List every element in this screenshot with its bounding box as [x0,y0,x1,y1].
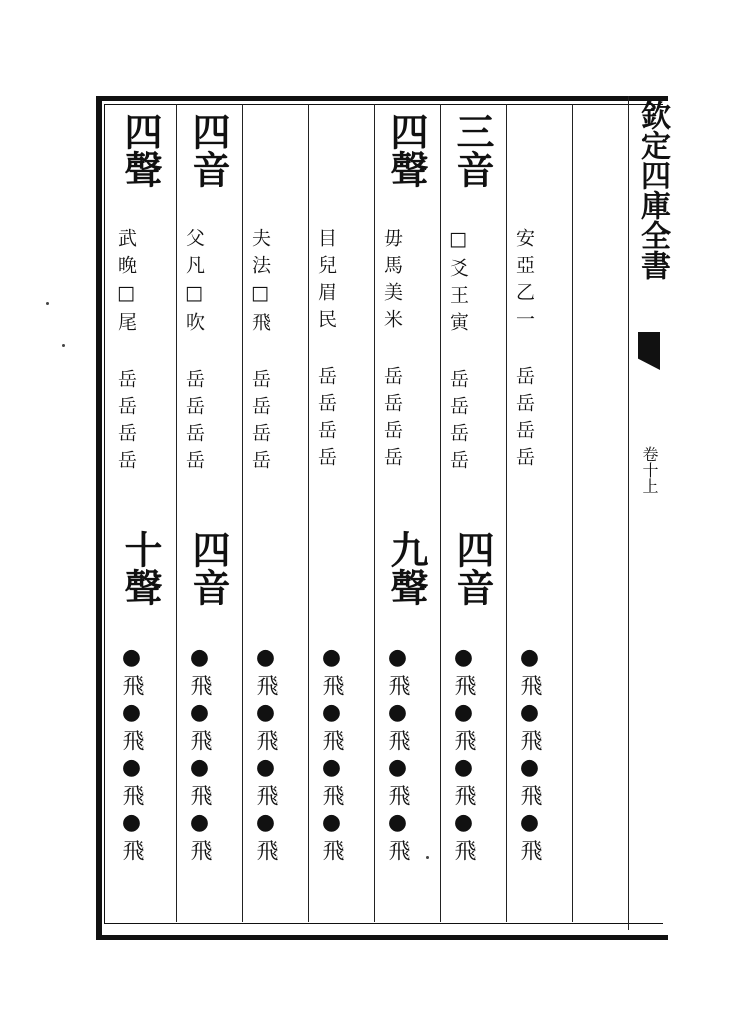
column-2-heading-top: 三音 [450,112,495,188]
book-title: 欽定四庫全書 [635,100,670,280]
column-5-symbols: ●飛●飛●飛●飛 [253,645,278,865]
column-divider [440,104,441,922]
scan-speck [62,344,65,347]
column-divider [374,104,375,922]
column-2-heading-bottom: 四音 [450,530,495,606]
column-6-heading-top: 四音 [186,112,231,188]
column-1-symbols: ●飛●飛●飛●飛 [517,645,542,865]
column-7-heading-bottom: 十聲 [118,530,163,606]
column-divider [242,104,243,922]
column-2-chars: □爻王寅 岳岳岳岳 [447,228,469,477]
scan-speck [426,856,429,859]
column-3-heading-top: 四聲 [384,112,429,188]
column-2-symbols: ●飛●飛●飛●飛 [451,645,476,865]
column-6-heading-bottom: 四音 [186,530,231,606]
column-3-heading-bottom: 九聲 [384,530,429,606]
volume-label: 卷十上 [640,446,659,494]
column-7-chars: 武晚□尾 岳岳岳岳 [115,228,137,477]
column-5-chars: 夫法□飛 岳岳岳岳 [249,228,271,477]
column-divider [176,104,177,922]
column-3-chars: 毋馬美米 岳岳岳岳 [381,228,403,474]
column-6-symbols: ●飛●飛●飛●飛 [187,645,212,865]
column-7-heading-top: 四聲 [118,112,163,188]
column-1-chars: 安亞乙一 岳岳岳岳 [513,228,535,474]
column-divider [308,104,309,922]
column-4-symbols: ●飛●飛●飛●飛 [319,645,344,865]
column-7-symbols: ●飛●飛●飛●飛 [119,645,144,865]
scan-speck [46,302,49,305]
column-divider [506,104,507,922]
column-3-symbols: ●飛●飛●飛●飛 [385,645,410,865]
column-divider [572,104,573,922]
column-6-chars: 父凡□吹 岳岳岳岳 [183,228,205,477]
column-4-chars: 目兒眉民 岳岳岳岳 [315,228,337,474]
